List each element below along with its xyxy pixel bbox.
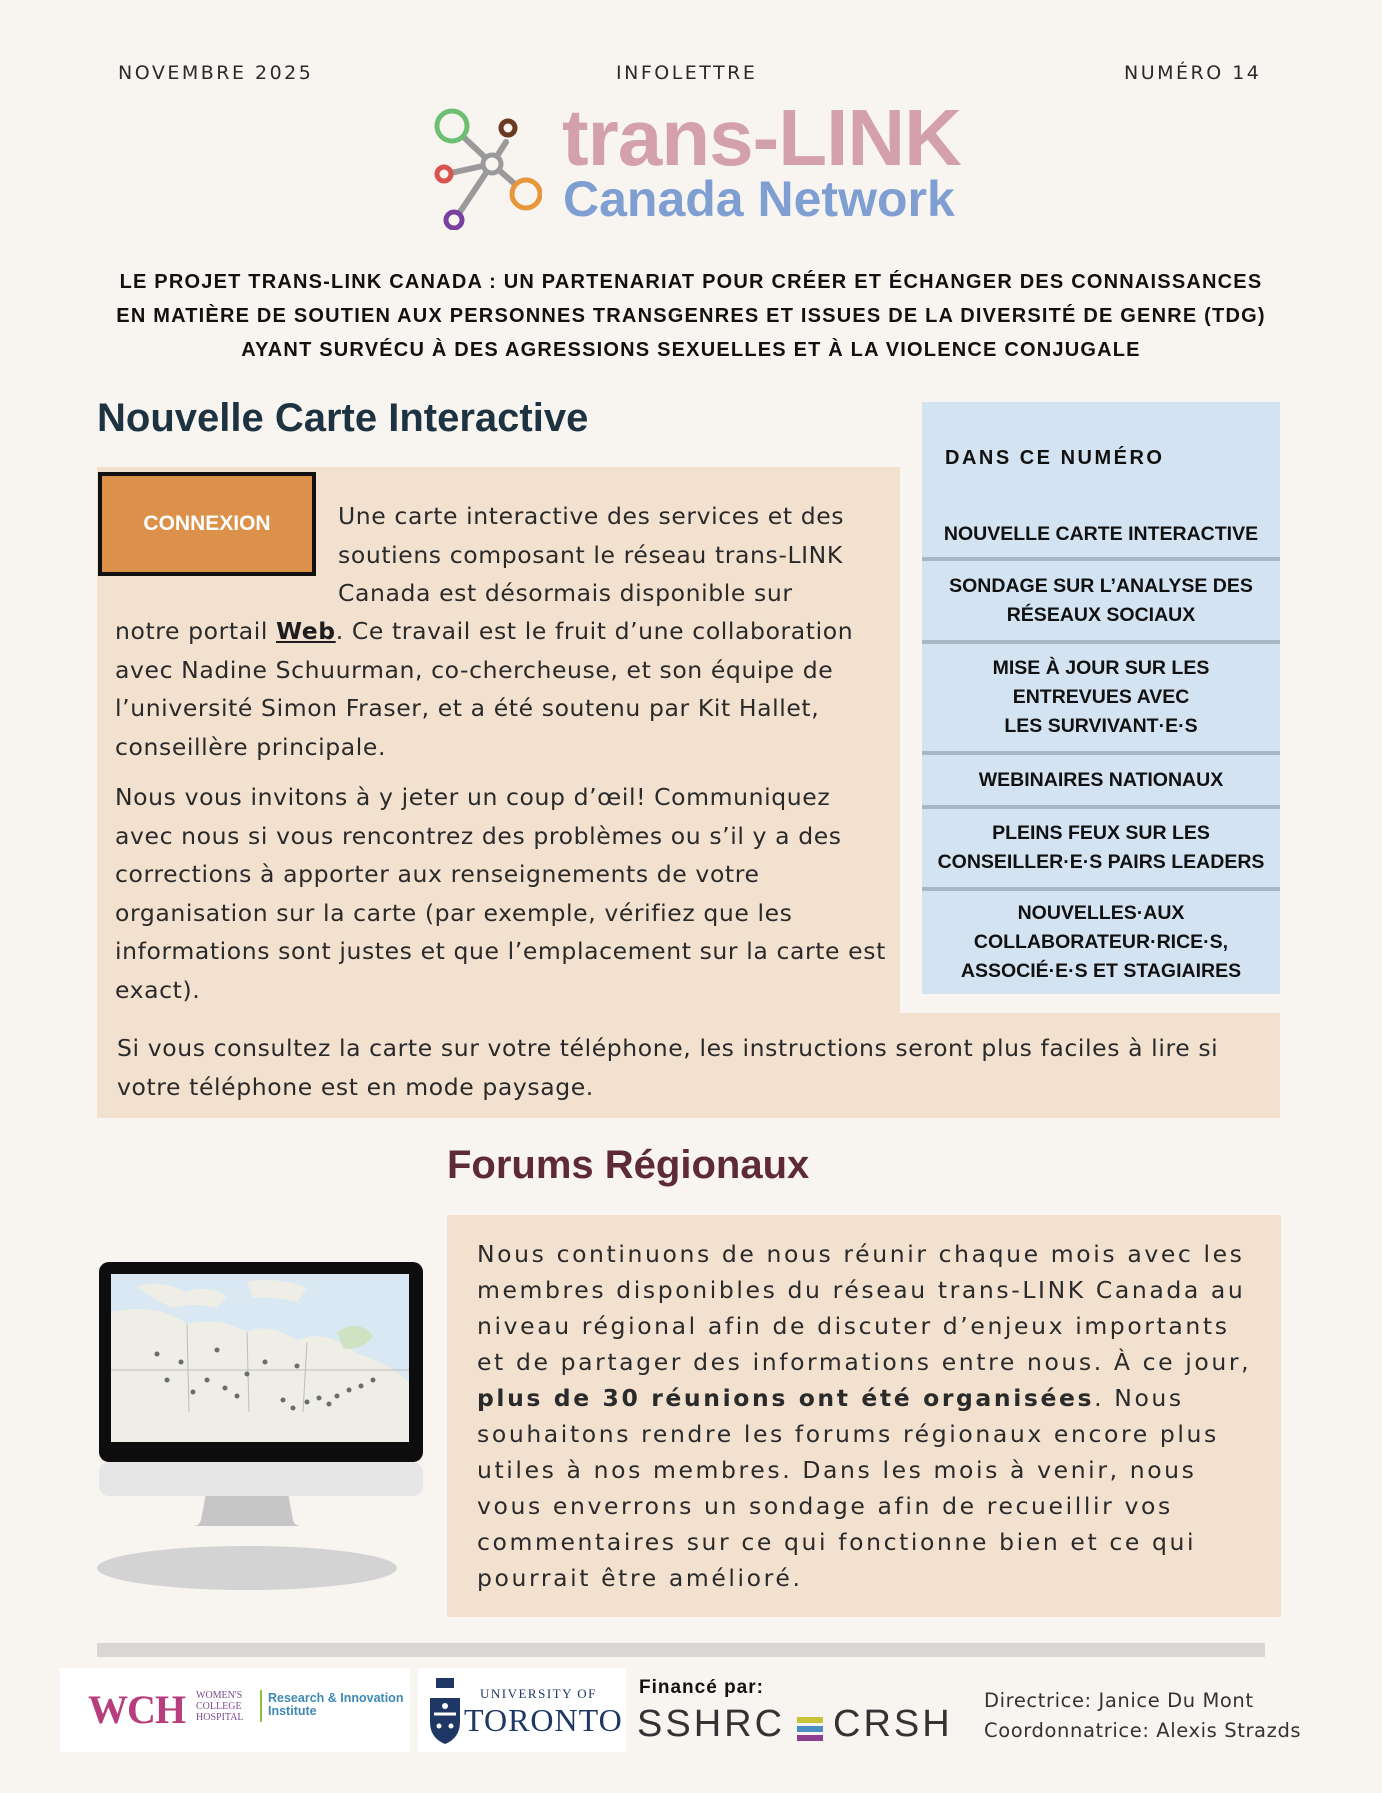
wch-name-line: COLLEGE [196, 1701, 242, 1712]
issue-number: NUMÉRO 14 [1124, 62, 1262, 84]
issue-date: NOVEMBRE 2025 [118, 62, 314, 84]
map-paragraph-2 [115, 778, 890, 1009]
forums-text-highlight: plus de 30 réunions ont été organisées [477, 1384, 1095, 1412]
toc-item-nouvelles[interactable]: NOUVELLES·AUX COLLABORATEUR·RICE·S, ASSOCIÉ·E·S ET STAGIAIRES [960, 902, 1242, 982]
map-paragraph-1-after: . Ce travail est le fruit d’une collaboration avec Nadine Schuurman, co-chercheuse, et son équipe de l’université Simon Fraser, et a été soutenu par Kit Hallet, conseillère principale. [115, 617, 854, 761]
map-paragraph-3-text: Si vous consultez la carte sur votre téléphone, les instructions seront plus faciles à lire si votre téléphone est en mode paysage. [117, 1034, 1219, 1101]
wch-institute [268, 1692, 403, 1718]
wch-letters: WCH [88, 1687, 185, 1732]
tagline-line: LE PROJET TRANS-LINK CANADA : UN PARTENARIAT POUR CRÉER ET ÉCHANGER DES CONNAISSANCES [119, 271, 1263, 293]
wch-institute-line: Institute [268, 1704, 317, 1718]
logo-title: trans-LINK [562, 93, 961, 182]
wch-divider [260, 1690, 262, 1722]
sshrc-bar-purple [797, 1735, 823, 1741]
map-paragraph-3 [117, 1029, 1267, 1106]
map-paragraph-2-text: Nous vous invitons à y jeter un coup d’œil! Communiquez avec nous si vous rencontrez des problèmes ou s’il y a des corrections à apporter aux renseignements de votre organisation sur la carte (par exemple, vérifiez que les informations sont justes et que l’emplacement sur la carte est exact). [115, 783, 886, 1004]
wch-name-line: WOMEN'S [196, 1690, 243, 1701]
toc-item-conseillers[interactable]: PLEINS FEUX SUR LES CONSEILLER·E·S PAIRS LEADERS [937, 822, 1265, 873]
map-paragraph-1-lead [338, 497, 878, 613]
connexion-button[interactable]: CONNEXION [98, 472, 316, 576]
wch-name [196, 1690, 244, 1723]
network-logo-icon [430, 106, 542, 230]
map-paragraph-rest-text: notre portail Web. Ce travail est le fruit d’une collaboration avec Nadine Schuurman, co-chercheuse, et son équipe de l’université Simon Fraser, et a été soutenu par Kit Hallet, conseillère principale. [115, 617, 854, 761]
forums-section-heading: Forums Régionaux [447, 1143, 810, 1187]
map-section-heading: Nouvelle Carte Interactive [97, 396, 589, 440]
toc-item-carte[interactable]: NOUVELLE CARTE INTERACTIVE [943, 522, 1259, 545]
uoft-top: UNIVERSITY OF [480, 1686, 597, 1701]
toc-item-entrevues[interactable]: MISE À JOUR SUR LES ENTREVUES AVEC LES SURVIVANT·E·S [992, 657, 1210, 737]
tagline-line: AYANT SURVÉCU À DES AGRESSIONS SEXUELLES ET À LA VIOLENCE CONJUGALE [241, 339, 1141, 361]
sshrc-bar-yellow [797, 1717, 823, 1723]
uoft-name: TORONTO [464, 1702, 623, 1738]
sshrc-logo [637, 1703, 957, 1751]
wch-logo [60, 1668, 410, 1752]
forums-text-after: . Nous souhaitons rendre les forums régionaux encore plus utiles à nos membres. Dans les mois à venir, nous vous enverrons un sondage afin de recueillir vos commentaires sur ce qui fonctionne bien et ce qui pourrait être amélioré. [477, 1384, 1219, 1592]
crsh-text: CRSH [833, 1703, 953, 1745]
funded-by-label: Financé par: [639, 1677, 764, 1698]
footer-divider [97, 1643, 1265, 1657]
credits [984, 1686, 1301, 1746]
sshrc-bar-blue [797, 1726, 823, 1732]
toc-item-webinaires[interactable]: WEBINAIRES NATIONAUX [978, 768, 1224, 791]
coordinator-credit: Coordonnatrice: Alexis Strazds [984, 1719, 1302, 1742]
project-tagline [60, 265, 1322, 367]
uoft-logo [418, 1668, 626, 1752]
sshrc-text: SSHRC [637, 1703, 786, 1745]
computer-monitor-map-image [97, 1262, 427, 1592]
wch-institute-line: Research & Innovation [268, 1691, 404, 1705]
director-credit: Directrice: Janice Du Mont [984, 1689, 1254, 1712]
map-paragraph-lead-text: Une carte interactive des services et des soutiens composant le réseau trans-LINK Canada est désormais disponible sur [338, 502, 845, 607]
forums-paragraph [477, 1236, 1259, 1596]
uoft-crest-icon [428, 1674, 462, 1746]
newsletter-type: INFOLETTRE [616, 62, 758, 84]
logo-subtitle: Canada Network [563, 171, 955, 227]
map-paragraph-1-rest [115, 612, 890, 766]
toc-title: DANS CE NUMÉRO [945, 447, 1165, 469]
tagline-line: EN MATIÈRE DE SOUTIEN AUX PERSONNES TRANSGENRES ET ISSUES DE LA DIVERSITÉ DE GENRE (TDG) [116, 305, 1266, 327]
forums-text-before: Nous continuons de nous réunir chaque mois avec les membres disponibles du réseau trans-LINK Canada au niveau régional afin de discuter d’enjeux importants et de partager des informations entre nous. À ce jour, [477, 1240, 1252, 1376]
toc-item-sondage[interactable]: SONDAGE SUR L’ANALYSE DES RÉSEAUX SOCIAUX [949, 574, 1253, 626]
web-portal-link[interactable]: Web [276, 617, 336, 645]
wch-name-line: HOSPITAL [196, 1712, 244, 1723]
